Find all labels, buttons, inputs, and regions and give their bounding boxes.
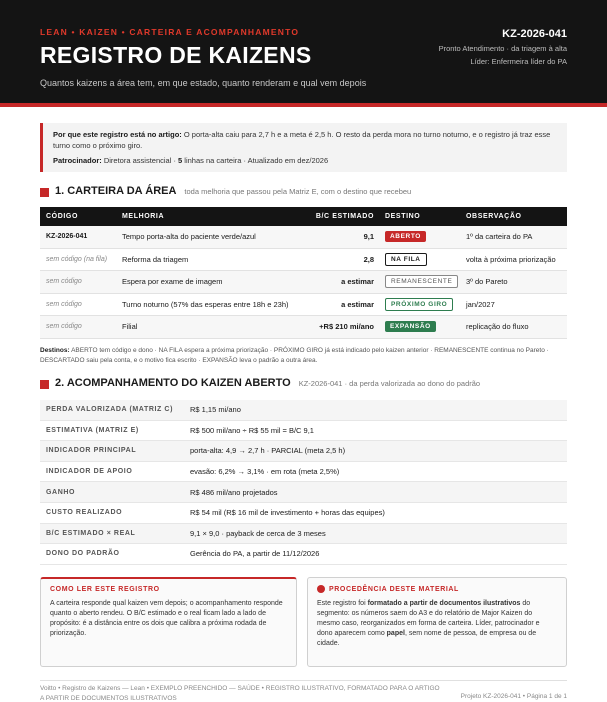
row-code: sem código (na fila) [46, 255, 108, 263]
tracking-row [40, 462, 567, 483]
tracking-key: INDICADOR DE APOIO [46, 468, 133, 476]
section-2-title: 2. ACOMPANHAMENTO DO KAIZEN ABERTO [55, 377, 291, 389]
how-to-read-box [40, 577, 297, 667]
footer-page: Projeto KZ-2026-041 • Página 1 de 1 [460, 693, 567, 700]
tracking-key: PERDA VALORIZADA (MATRIZ C) [46, 406, 174, 414]
callout-line-1 [53, 129, 557, 151]
callout-text: O porta-alta caiu para 2,7 h e a meta é 2,5 h. O resto da perda mora no turno noturno, e o registro já traz esse turno como o próximo giro. [53, 130, 551, 150]
row-code: sem código [46, 278, 82, 286]
tracking-key: CUSTO REALIZADO [46, 509, 123, 517]
tracking-row [40, 400, 567, 421]
tracking-row [40, 421, 567, 442]
row-note: 1º da carteira do PA [466, 232, 533, 242]
table-row [40, 271, 567, 294]
status-badge: NA FILA [385, 253, 427, 266]
provenance-body [317, 599, 557, 649]
sponsor-text: Diretora assistencial · [101, 156, 179, 165]
row-bc: +R$ 210 mi/ano [319, 322, 374, 332]
provenance-text: Este registro foi [317, 600, 368, 607]
col-header-destination: DESTINO [385, 213, 421, 220]
section-2-note: KZ-2026-041 · da perda valorizada ao dono do padrão [298, 379, 481, 388]
tracking-row [40, 503, 567, 524]
provenance-dot-icon [317, 585, 325, 593]
provenance-text: do segmento: os números saem do A3 e do relatório de Major Kaizen do mesmo caso, reorganizados em forma de carteira. Líder, patrocinador e dono aparecem como [317, 600, 540, 637]
tracking-value: porta-alta: 4,9 → 2,7 h · PARCIAL (meta 2,5 h) [190, 446, 346, 456]
sponsor-label: Patrocinador: [53, 156, 102, 165]
provenance-title: PROCEDÊNCIA DESTE MATERIAL [329, 585, 459, 593]
row-improvement: Filial [122, 322, 138, 332]
table-row [40, 316, 567, 339]
why-callout [40, 123, 567, 172]
provenance-text: , sem nome de pessoa, de empresa ou de cidade. [317, 630, 537, 647]
page-header [0, 0, 607, 107]
project-code: KZ-2026-041 [502, 28, 567, 40]
header-scope: Pronto Atendimento · da triagem à alta [438, 44, 567, 53]
tracking-row [40, 441, 567, 462]
row-bc: a estimar [341, 299, 374, 309]
legend-text: ABERTO tem código e dono · NA FILA espera a próxima priorização · PRÓXIMO GIRO já está indicado pelo kaizen anterior · REMANESCENTE continua no Pareto · DESCARTADO saiu pela conta, e o motivo fica escrito · EXPANSÃO leva o padrão a outra área. [40, 347, 549, 364]
row-bc: a estimar [341, 277, 374, 287]
tracking-key: ESTIMATIVA (MATRIZ E) [46, 426, 139, 434]
table-body [40, 226, 567, 339]
page-subtitle: Quantos kaizens a área tem, em que estado, quanto renderam e qual vem depois [40, 78, 367, 88]
section-marker-icon [40, 380, 49, 389]
how-to-read-body: A carteira responde qual kaizen vem depois; o acompanhamento responde quanto o aberto rendeu. O B/C estimado e o real ficam lado a lado de propósito: é a distância entre os dois que calibra a próxima rodada de priorização. [50, 600, 283, 637]
callout-lead: Por que este registro está no artigo: [53, 130, 182, 139]
legend-label: Destinos: [40, 347, 70, 354]
lines-count: 5 [178, 156, 183, 165]
page-title: REGISTRO DE KAIZENS [40, 42, 312, 68]
section-1-heading [40, 185, 411, 199]
col-header-code: CÓDIGO [46, 213, 78, 220]
section-1-title: 1. CARTEIRA DA ÁREA [55, 185, 177, 197]
footer-divider [40, 680, 567, 681]
tracking-value: R$ 500 mil/ano ÷ R$ 55 mil = B/C 9,1 [190, 425, 314, 435]
tracking-key: B/C ESTIMADO × REAL [46, 529, 136, 537]
tracking-value: R$ 486 mil/ano projetados [190, 487, 278, 497]
tracking-row [40, 544, 567, 565]
row-code: KZ-2026-041 [46, 233, 88, 241]
status-badge: EXPANSÃO [385, 321, 436, 332]
row-improvement: Espera por exame de imagem [122, 277, 223, 287]
how-to-read-title: COMO LER ESTE REGISTRO [50, 586, 160, 593]
row-code: sem código [46, 323, 82, 331]
tracking-row [40, 524, 567, 545]
status-badge: PRÓXIMO GIRO [385, 298, 453, 311]
section-1-note: toda melhoria que passou pela Matriz E, com o destino que recebeu [184, 187, 412, 196]
row-note: volta à próxima priorização [466, 254, 556, 264]
col-header-note: OBSERVAÇÃO [466, 213, 522, 220]
table-header [40, 207, 567, 226]
provenance-emphasis: formatado a partir de documentos ilustrativos [367, 600, 521, 607]
row-note: replicação do fluxo [466, 322, 529, 332]
section-marker-icon [40, 188, 49, 197]
row-note: 3º do Pareto [466, 277, 508, 287]
tracking-value: Gerência do PA, a partir de 11/12/2026 [190, 549, 320, 559]
row-code: sem código [46, 300, 82, 308]
col-header-improvement: MELHORIA [122, 213, 165, 220]
row-note: jan/2027 [466, 299, 495, 309]
section-2-heading [40, 377, 480, 391]
table-row [40, 249, 567, 272]
tracking-value: 9,1 × 9,0 · payback de cerca de 3 meses [190, 528, 326, 538]
header-leader: Líder: Enfermeira líder do PA [470, 57, 567, 66]
footer-left: Voitto • Registro de Kaizens — Lean • EXEMPLO PREENCHIDO — SAÚDE • REGISTRO ILUSTRATIVO, FORMATADO PARA O ARTIGO A PARTIR DE DOCUMENTOS ILUSTRATIVOS [40, 685, 440, 702]
tracking-value: R$ 1,15 mi/ano [190, 405, 241, 415]
status-badge: REMANESCENTE [385, 275, 458, 288]
row-improvement: Reforma da triagem [122, 254, 189, 264]
tracking-value: evasão: 6,2% → 3,1% · em rota (meta 2,5%) [190, 467, 340, 477]
row-bc: 9,1 [363, 232, 374, 242]
tracking-key: INDICADOR PRINCIPAL [46, 447, 137, 455]
tracking-row [40, 482, 567, 503]
tracking-key: DONO DO PADRÃO [46, 550, 120, 558]
col-header-bc: B/C ESTIMADO [315, 213, 374, 220]
status-badge: ABERTO [385, 231, 426, 242]
row-improvement: Tempo porta-alta do paciente verde/azul [122, 232, 256, 242]
header-kicker: LEAN • KAIZEN • CARTEIRA E ACOMPANHAMENTO [40, 27, 300, 37]
provenance-emphasis: papel [386, 630, 405, 637]
tracking-value: R$ 54 mil (R$ 16 mil de investimento + horas das equipes) [190, 508, 385, 518]
row-improvement: Turno noturno (57% das esperas entre 18h e 23h) [122, 299, 289, 309]
callout-line-2 [53, 155, 557, 166]
row-bc: 2,8 [363, 254, 374, 264]
tracking-key: GANHO [46, 488, 76, 496]
provenance-box [307, 577, 567, 667]
destination-legend [40, 346, 567, 366]
lines-text: linhas na carteira · Atualizado em dez/2026 [182, 156, 329, 165]
tracking-table [40, 400, 567, 565]
portfolio-table [40, 207, 567, 339]
table-row [40, 294, 567, 317]
table-row [40, 226, 567, 249]
